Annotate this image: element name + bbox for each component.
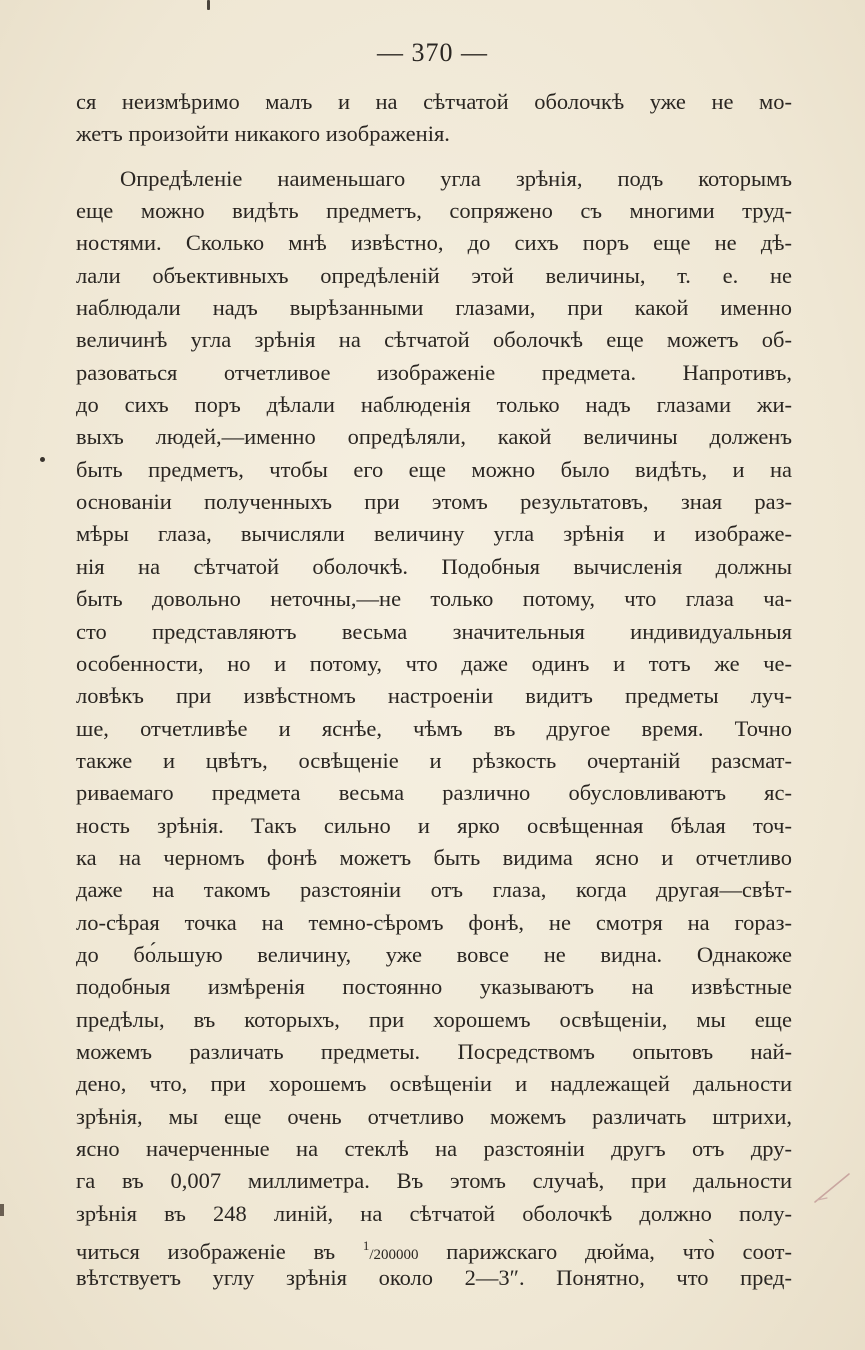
margin-dot-mark (40, 457, 45, 462)
text-line: предѣлы, въ которыхъ, при хорошемъ освѣщеніи, мы еще (76, 1006, 792, 1032)
scan-tick-mark (207, 0, 210, 10)
fraction-line (76, 1230, 792, 1265)
text-line: до бо́льшую величину, уже вовсе не видна. Однакоже (76, 941, 792, 967)
text-line: дено, что, при хорошемъ освѣщеніи и надлежащей дальности (76, 1071, 792, 1097)
text-line: ка на черномъ фонѣ можетъ быть видима ясно и отчетливо (76, 844, 792, 870)
text-line: подобныя измѣренія постоянно указываютъ на извѣстные (76, 974, 792, 1000)
text-line: разоваться отчетливое изображеніе предмета. Напротивъ, (76, 359, 792, 385)
text-line: наблюдали надъ вырѣзанными глазами, при какой именно (76, 295, 792, 321)
text-line: основаніи полученныхъ при этомъ результатовъ, зная раз- (76, 489, 792, 515)
text-line: зрѣнія, мы еще очень отчетливо можемъ различать штрихи, (76, 1103, 792, 1129)
text-line: ясно начерченные на стеклѣ на разстояніи другъ отъ дру- (76, 1136, 792, 1161)
edge-mark (0, 1204, 4, 1216)
text-line: зрѣнія въ 248 линій, на сѣтчатой оболочкѣ должно полу- (76, 1200, 792, 1226)
text-line: ностями. Сколько мнѣ извѣстно, до сихъ поръ еще не дѣ- (76, 230, 792, 256)
text-line: до сихъ поръ дѣлали наблюденія только надъ глазами жи- (76, 392, 792, 418)
body-text (76, 86, 792, 1295)
text-line: также и цвѣтъ, освѣщеніе и рѣзкость очертаній разсмат- (76, 747, 792, 773)
text-line: лали объективныхъ опредѣленій этой величины, т. е. не (76, 262, 792, 288)
fraction-denominator: /200000 (369, 1247, 419, 1264)
text-line: ся неизмѣримо малъ и на сѣтчатой оболочкѣ уже не мо- (76, 89, 792, 114)
text-line: ность зрѣнія. Такъ сильно и ярко освѣщенная бѣлая точ- (76, 812, 792, 838)
text-line: ше, отчетливѣе и яснѣе, чѣмъ въ другое время. Точно (76, 715, 792, 741)
text-line: риваемаго предмета весьма различно обусловливаютъ яс- (76, 780, 792, 806)
text-line: жетъ произойти никакого изображенія. (76, 121, 450, 147)
text-line: быть предметъ, чтобы его еще можно было видѣть, и на (76, 456, 792, 482)
fraction-line-after: парижскаго дюйма, что̀ соот- (418, 1239, 792, 1265)
paragraph-first-line: Опредѣленіе наименьшаго угла зрѣнія, подъ которымъ (120, 165, 792, 191)
text-line: величинѣ угла зрѣнія на сѣтчатой оболочкѣ еще можетъ об- (76, 327, 792, 353)
text-line: быть довольно неточны,—не только потому, что глаза ча- (76, 586, 792, 612)
text-line: нія на сѣтчатой оболочкѣ. Подобныя вычисленія должны (76, 553, 792, 579)
text-line: можемъ различать предметы. Посредствомъ опытовъ най- (76, 1038, 792, 1064)
text-line: ловѣкъ при извѣстномъ настроеніи видитъ предметы луч- (76, 683, 792, 709)
text-line: выхъ людей,—именно опредѣляли, какой величины долженъ (76, 424, 792, 450)
pencil-margin-mark-icon (813, 1172, 851, 1206)
text-line: га въ 0,007 миллиметра. Въ этомъ случаѣ, при дальности (76, 1168, 792, 1194)
fraction-numerator: 1 (362, 1238, 370, 1254)
text-line-final: вѣтствуетъ углу зрѣнія около 2—3″. Понятно, что пред- (76, 1265, 792, 1291)
text-line: еще можно видѣть предметъ, сопряжено съ многими труд- (76, 198, 792, 224)
fraction-line-before: читься изображеніе въ (76, 1239, 363, 1265)
page-number: — 370 — (377, 38, 488, 67)
text-line: мѣры глаза, вычисляли величину угла зрѣнія и изображе- (76, 521, 792, 547)
text-line: особенности, но и потому, что даже одинъ и тотъ же че- (76, 650, 792, 676)
text-line: ло-сѣрая точка на темно-сѣромъ фонѣ, не смотря на гораз- (76, 909, 792, 935)
text-line: сто представляютъ весьма значительныя индивидуальныя (76, 618, 792, 644)
text-line: даже на такомъ разстояніи отъ глаза, когда другая—свѣт- (76, 877, 792, 903)
